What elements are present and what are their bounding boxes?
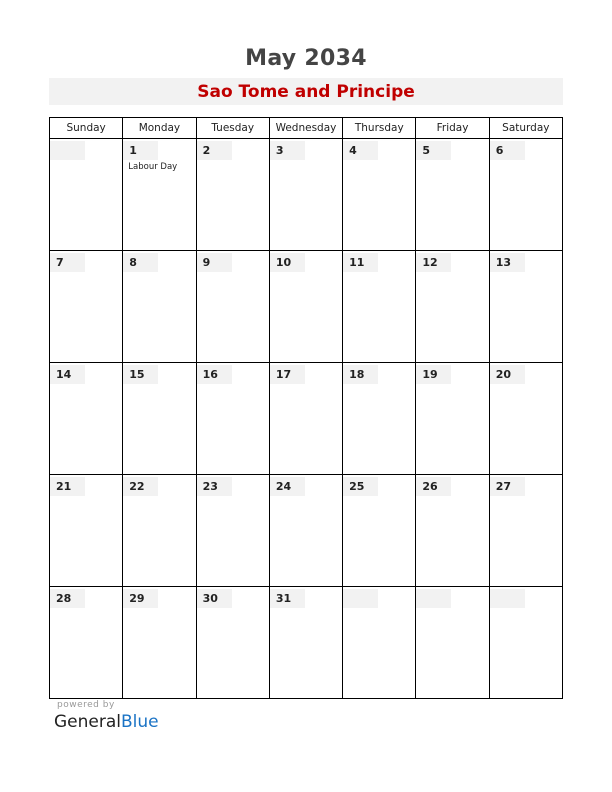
day-number: 21 <box>50 477 85 496</box>
day-cell <box>269 363 342 475</box>
day-number: 31 <box>270 589 305 608</box>
day-number: 4 <box>343 141 378 160</box>
day-number: 16 <box>197 365 232 384</box>
weekday-saturday: Saturday <box>489 118 562 139</box>
day-cell <box>196 475 269 587</box>
day-cell <box>196 139 269 251</box>
day-cell <box>123 587 196 699</box>
day-cell <box>489 139 562 251</box>
day-cell <box>489 587 562 699</box>
day-cell <box>269 251 342 363</box>
day-number: 13 <box>490 253 525 272</box>
weekday-tuesday: Tuesday <box>196 118 269 139</box>
day-number: 12 <box>416 253 451 272</box>
brand-general: General <box>54 712 121 732</box>
day-number: 30 <box>197 589 232 608</box>
week-row <box>50 363 563 475</box>
day-number <box>50 141 85 160</box>
week-row <box>50 251 563 363</box>
day-number: 1 <box>123 141 158 160</box>
day-number: 17 <box>270 365 305 384</box>
week-row <box>50 587 563 699</box>
day-number: 28 <box>50 589 85 608</box>
day-cell <box>416 475 489 587</box>
day-cell <box>343 363 416 475</box>
day-cell <box>343 475 416 587</box>
day-cell <box>343 587 416 699</box>
day-number: 15 <box>123 365 158 384</box>
day-number: 22 <box>123 477 158 496</box>
weekday-sunday: Sunday <box>50 118 123 139</box>
brand-blue: Blue <box>121 712 159 732</box>
weekday-thursday: Thursday <box>343 118 416 139</box>
day-cell <box>123 475 196 587</box>
day-number: 24 <box>270 477 305 496</box>
day-cell <box>196 587 269 699</box>
day-number: 3 <box>270 141 305 160</box>
day-number: 9 <box>197 253 232 272</box>
day-number: 2 <box>197 141 232 160</box>
day-cell <box>269 475 342 587</box>
day-cell <box>489 475 562 587</box>
day-number: 20 <box>490 365 525 384</box>
day-cell <box>196 251 269 363</box>
day-cell <box>50 139 123 251</box>
day-number: 26 <box>416 477 451 496</box>
day-cell <box>489 251 562 363</box>
calendar-title: May 2034 <box>245 46 367 71</box>
day-number: 19 <box>416 365 451 384</box>
generalblue-logo[interactable] <box>54 712 159 732</box>
day-cell <box>50 251 123 363</box>
week-row <box>50 139 563 251</box>
day-number: 23 <box>197 477 232 496</box>
day-number: 8 <box>123 253 158 272</box>
day-number <box>343 589 378 608</box>
day-number <box>416 589 451 608</box>
day-cell <box>489 363 562 475</box>
weekday-friday: Friday <box>416 118 489 139</box>
day-cell <box>343 251 416 363</box>
day-number: 29 <box>123 589 158 608</box>
calendar-grid <box>49 117 563 699</box>
day-cell <box>123 363 196 475</box>
day-cell <box>269 139 342 251</box>
day-cell <box>416 139 489 251</box>
day-cell <box>50 587 123 699</box>
day-cell <box>269 587 342 699</box>
day-number: 18 <box>343 365 378 384</box>
country-name: Sao Tome and Principe <box>197 82 415 102</box>
day-cell <box>123 251 196 363</box>
day-cell <box>343 139 416 251</box>
day-number: 6 <box>490 141 525 160</box>
day-cell <box>416 587 489 699</box>
day-cell <box>50 363 123 475</box>
day-number: 11 <box>343 253 378 272</box>
day-cell <box>416 363 489 475</box>
day-number: 25 <box>343 477 378 496</box>
day-number: 7 <box>50 253 85 272</box>
holiday-label: Labour Day <box>128 162 178 172</box>
day-cell <box>196 363 269 475</box>
day-number: 10 <box>270 253 305 272</box>
day-cell <box>123 139 196 251</box>
weekday-monday: Monday <box>123 118 196 139</box>
week-row <box>50 475 563 587</box>
day-number: 14 <box>50 365 85 384</box>
day-number: 5 <box>416 141 451 160</box>
day-cell <box>50 475 123 587</box>
weekday-header-row <box>50 118 563 139</box>
country-banner <box>49 78 563 105</box>
day-cell <box>416 251 489 363</box>
powered-by-text: powered by <box>57 700 115 710</box>
day-number <box>490 589 525 608</box>
weekday-wednesday: Wednesday <box>269 118 342 139</box>
day-number: 27 <box>490 477 525 496</box>
